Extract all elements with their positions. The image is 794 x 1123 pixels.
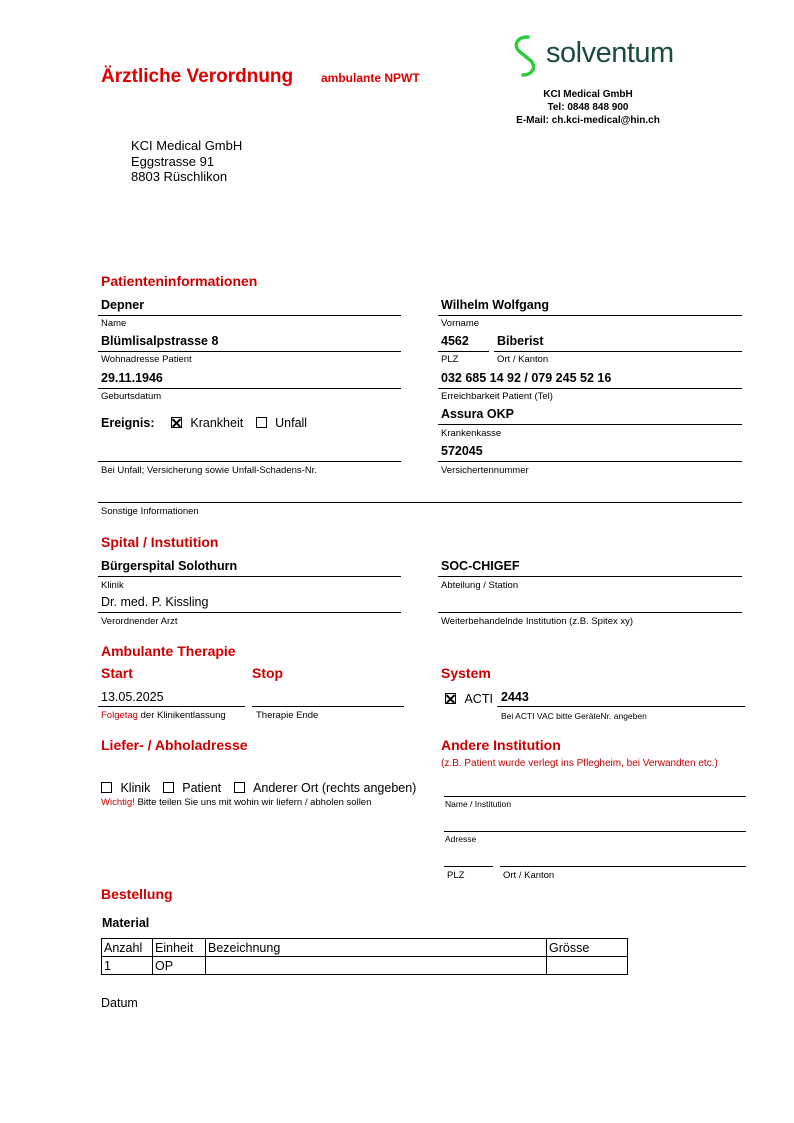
section-liefer: Liefer- / Abholadresse [101,737,248,753]
klinik-option-label: Klinik [120,781,151,795]
liefer-note [101,797,371,808]
recipient-line: KCI Medical GmbH [131,138,243,153]
andere-plz-underline [444,866,493,867]
section-therapie: Ambulante Therapie [101,643,236,659]
plz-value[interactable]: 4562 [441,334,469,348]
company-email: E-Mail: ch.kci-medical@hin.ch [516,115,660,126]
versicherten-underline [438,461,742,462]
krankheit-label: Krankheit [190,416,244,430]
abteilung-value[interactable]: SOC-CHIGEF [441,559,520,573]
krankheit-checkbox[interactable] [171,417,182,428]
col-anzahl: Anzahl [102,939,153,957]
system-label: Bei ACTI VAC bitte GeräteNr. angeben [501,711,647,721]
andere-name-label: Name / Institution [445,799,512,809]
vorname-label: Vorname [441,318,480,329]
start-title: Start [101,665,133,681]
andere-ort-underline [500,866,746,867]
table-header-row [102,939,628,957]
start-value[interactable]: 13.05.2025 [101,690,164,704]
address-label: Wohnadresse Patient [101,354,192,365]
ort-underline [494,351,742,352]
ort-label: Ort / Kanton [497,354,549,365]
recipient-address [131,138,242,185]
material-title: Material [102,916,150,930]
klinik-value[interactable]: Bürgerspital Solothurn [101,559,238,573]
cell-anzahl[interactable]: 1 [102,957,153,975]
datum-label: Datum [101,996,138,1010]
section-spital: Spital / Instutition [101,534,219,550]
cell-einheit[interactable]: OP [153,957,206,975]
krankenkasse-underline [438,424,742,425]
start-label-rest: der Klinikentlassung [140,710,226,721]
plz-label: PLZ [441,354,459,365]
plz-underline [438,351,489,352]
col-einheit: Einheit [153,939,206,957]
phone-value[interactable]: 032 685 14 92 / 079 245 52 16 [441,371,612,385]
andere-adresse-underline [444,831,746,832]
company-info [488,88,688,127]
system-row [445,690,493,708]
name-label: Name [101,318,127,329]
patient-checkbox[interactable] [163,782,174,793]
krankenkasse-label: Krankenkasse [441,428,502,439]
patient-option-label: Patient [182,781,222,795]
stop-title: Stop [252,665,284,681]
start-label [101,710,226,721]
system-title: System [441,665,491,681]
unfall-label: Unfall [275,416,308,430]
unfall-versicherung-label: Bei Unfall; Versicherung sowie Unfall-Schadens-Nr. [101,465,317,476]
andere-name-underline [444,796,746,797]
col-bezeichnung: Bezeichnung [206,939,547,957]
andere-ort-label: Ort / Kanton [503,870,555,881]
birthdate-underline [98,388,401,389]
form-title: Ärztliche Verordnung [101,66,294,87]
address-underline [98,351,401,352]
recipient-line: 8803 Rüschlikon [131,169,228,184]
cell-bezeichnung[interactable] [206,957,547,975]
logo-icon [510,34,540,78]
andere-plz-label: PLZ [447,870,465,881]
andere-adresse-label: Adresse [445,834,477,844]
klinik-label: Klinik [101,580,124,591]
birthdate-label: Geburtsdatum [101,391,162,402]
cell-groesse[interactable] [547,957,628,975]
abteilung-underline [438,576,742,577]
material-table [101,938,628,975]
ereignis-label: Ereignis: [101,416,155,430]
liefer-options [101,779,416,797]
weiter-label: Weiterbehandelnde Institution (z.B. Spitex xy) [441,616,634,627]
stop-underline [252,706,404,707]
unfall-checkbox[interactable] [256,417,267,428]
recipient-line: Eggstrasse 91 [131,153,215,169]
arzt-label: Verordnender Arzt [101,616,178,627]
system-value[interactable]: 2443 [501,690,529,704]
vorname-value[interactable]: Wilhelm Wolfgang [441,298,549,312]
company-phone: Tel: 0848 848 900 [547,102,629,113]
section-bestellung: Bestellung [101,886,173,902]
vorname-underline [438,315,742,316]
section-andere: Andere Institution [441,737,561,753]
address-value[interactable]: Blümlisalpstrasse 8 [101,334,219,348]
anderer-ort-option-label: Anderer Ort (rechts angeben) [253,781,417,795]
versicherten-label: Versichertennummer [441,465,529,476]
andere-hint: (z.B. Patient wurde verlegt ins Pflegheim, bei Verwandten etc.) [441,758,718,769]
form-subtitle: ambulante NPWT [321,71,420,85]
weiter-underline [438,612,742,613]
krankenkasse-value[interactable]: Assura OKP [441,407,514,421]
klinik-underline [98,576,401,577]
anderer-ort-checkbox[interactable] [234,782,245,793]
name-underline [98,315,401,316]
start-label-red: Folgetag [101,710,138,721]
stop-label: Therapie Ende [256,710,319,721]
section-patient: Patienteninformationen [101,273,258,289]
acti-label: ACTI [464,692,493,706]
klinik-checkbox[interactable] [101,782,112,793]
start-underline [98,706,245,707]
liefer-note-red: Wichtig! [101,797,135,808]
phone-label: Erreichbarkeit Patient (Tel) [441,391,553,402]
birthdate-value[interactable]: 29.11.1946 [101,371,163,385]
acti-checkbox[interactable] [445,693,456,704]
logo-text: solventum [546,37,674,69]
unfall-underline [98,461,401,462]
abteilung-label: Abteilung / Station [441,580,519,591]
liefer-note-text: Bitte teilen Sie uns mit wohin wir liefern / abholen sollen [137,797,372,808]
ereignis-row [101,414,307,432]
table-row [102,957,628,975]
phone-underline [438,388,742,389]
versicherten-value[interactable]: 572045 [441,444,483,458]
company-name: KCI Medical GmbH [543,89,633,100]
system-underline [497,706,745,707]
arzt-underline [98,612,401,613]
sonstige-underline [98,502,742,503]
sonstige-label: Sonstige Informationen [101,506,199,517]
col-groesse: Grösse [547,939,628,957]
ort-value[interactable]: Biberist [497,334,544,348]
name-value[interactable]: Depner [101,298,145,312]
arzt-value[interactable]: Dr. med. P. Kissling [101,595,209,609]
